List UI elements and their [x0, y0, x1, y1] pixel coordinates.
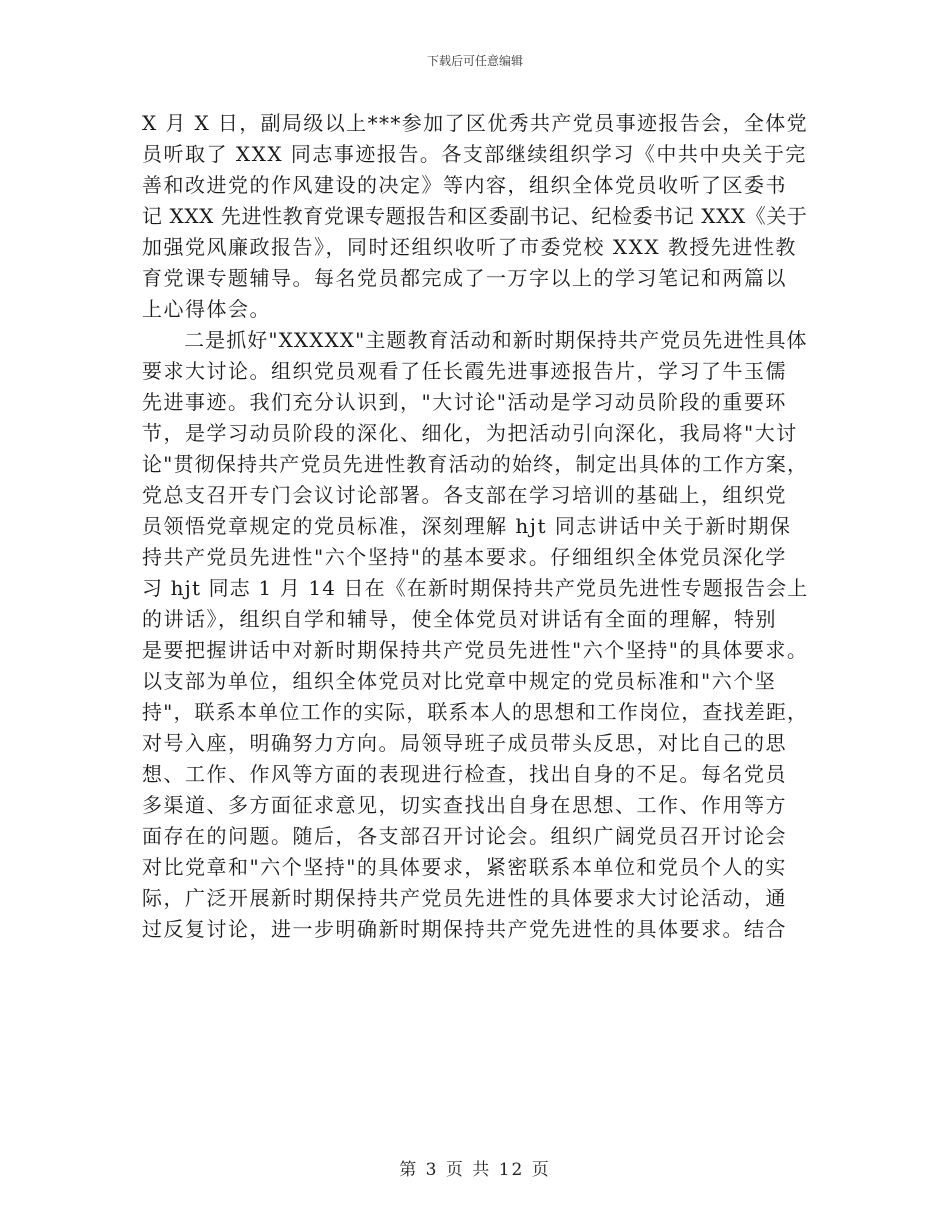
text-line: 记 XXX 先进性教育党课专题报告和区委副书记、纪检委书记 XXX《关于: [142, 204, 808, 228]
text-line: 的讲话》，组织自学和辅导，使全体党员对讲话有全面的理解，特别: [142, 607, 777, 631]
text-line: 论"贯彻保持共产党员先进性教育活动的始终，制定出具体的工作方案，: [142, 452, 809, 476]
text-line: 是要把握讲话中对新时期保持共产党员先进性"六个坚持"的具体要求。: [142, 638, 809, 662]
text-line: 员领悟党章规定的党员标准，深刻理解 hjt 同志讲话中关于新时期保: [142, 514, 792, 538]
text-line: 际，广泛开展新时期保持共产党员先进性的具体要求大讨论活动，通: [142, 886, 787, 910]
text-line: 对比党章和"六个坚持"的具体要求，紧密联系本单位和党员个人的实: [142, 855, 787, 879]
text-line: 要求大讨论。组织党员观看了任长霞先进事迹报告片，学习了牛玉儒: [142, 359, 787, 383]
text-line: 以支部为单位，组织全体党员对比党章中规定的党员标准和"六个坚: [142, 669, 777, 693]
text-line: 二是抓好"XXXXX"主题教育活动和新时期保持共产党员先进性具体: [142, 328, 808, 352]
text-line: 面存在的问题。随后，各支部召开讨论会。组织广阔党员召开讨论会: [142, 824, 787, 848]
text-line: 想、工作、作风等方面的表现进行检查，找出自身的不足。每名党员: [142, 762, 787, 786]
text-line: 持"，联系本单位工作的实际，联系本人的思想和工作岗位，查找差距，: [142, 700, 809, 724]
text-line: 多渠道、多方面征求意见，切实查找出自身在思想、工作、作用等方: [142, 793, 787, 817]
text-line: 上心得体会。: [142, 297, 271, 321]
text-line: 习 hjt 同志 1 月 14 日在《在新时期保持共产党员先进性专题报告会上: [142, 576, 809, 600]
text-line: 员听取了 XXX 同志事迹报告。各支部继续组织学习《中共中央关于完: [142, 142, 807, 166]
text-line: 持共产党员先进性"六个坚持"的基本要求。仔细组织全体党员深化学: [142, 545, 787, 569]
text-line: 党总支召开专门会议讨论部署。各支部在学习培训的基础上，组织党: [142, 483, 787, 507]
text-line: 育党课专题辅导。每名党员都完成了一万字以上的学习笔记和两篇以: [142, 266, 787, 290]
text-line: 加强党风廉政报告》，同时还组织收听了市委党校 XXX 教授先进性教: [142, 235, 797, 259]
text-line: 节，是学习动员阶段的深化、细化，为把活动引向深化，我局将"大讨: [142, 421, 798, 445]
text-line: 善和改进党的作风建设的决定》等内容，组织全体党员收听了区委书: [142, 173, 787, 197]
document-body: [142, 108, 808, 945]
text-line: X 月 X 日，副局级以上***参加了区优秀共产党员事迹报告会，全体党: [142, 111, 809, 135]
page-header: 下载后可任意编辑: [426, 54, 523, 68]
text-line: 对号入座，明确努力方向。局领导班子成员带头反思，对比自己的思: [142, 731, 787, 755]
text-line: 先进事迹。我们充分认识到，"大讨论"活动是学习动员阶段的重要环: [142, 390, 787, 414]
page-number-footer: 第 3 页 共 12 页: [399, 1160, 551, 1180]
text-line: 过反复讨论，进一步明确新时期保持共产党先进性的具体要求。结合: [142, 917, 787, 941]
